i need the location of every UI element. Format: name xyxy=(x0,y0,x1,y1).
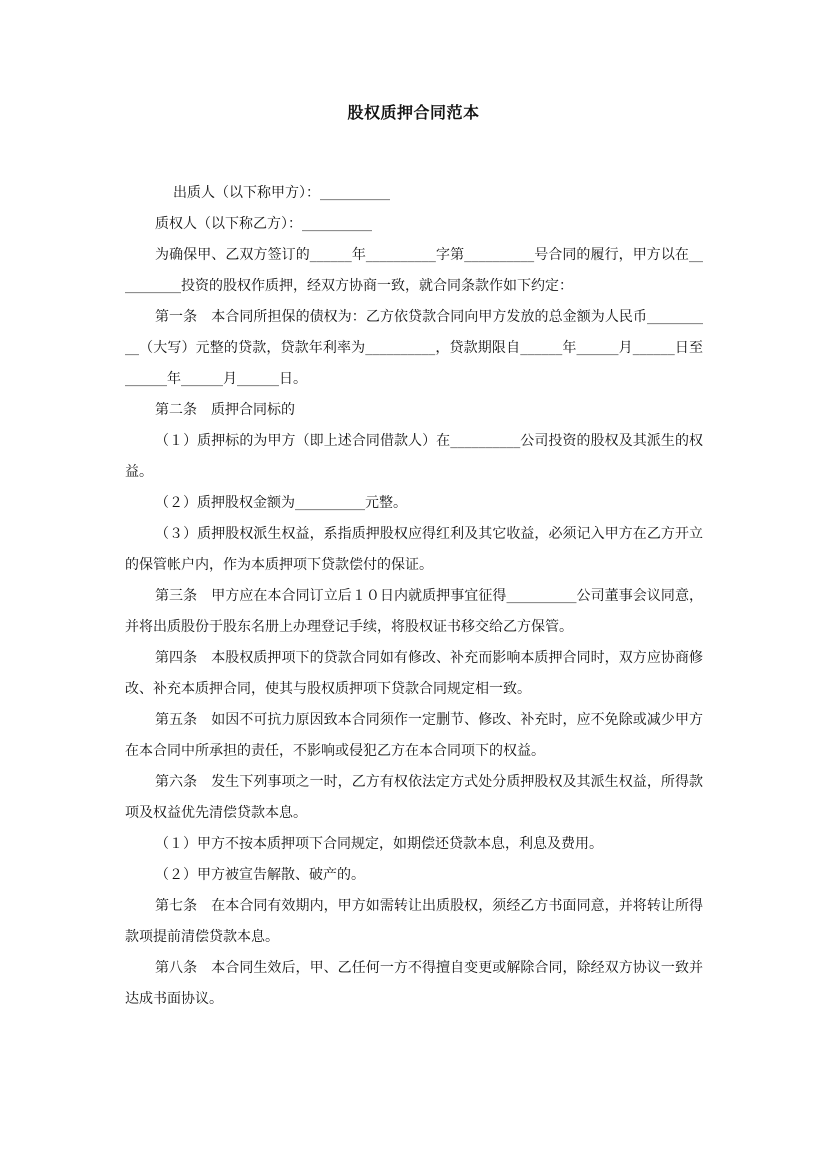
pledgor-line: 出质人（以下称甲方）：__________ xyxy=(173,185,390,201)
article-4: 第四条 本股权质押项下的贷款合同如有修改、补充而影响本质押合同时，双方应协商修改、补充本质押合同，使其与股权质押项下贷款合同规定相一致。 xyxy=(125,650,703,697)
article-2-item-3: （３）质押股权派生权益，系指质押股权应得红利及其它收益，必须记入甲方在乙方开立的保管帐户内，作为本质押项下贷款偿付的保证。 xyxy=(125,526,703,573)
article-2-item-1: （１）质押标的为甲方（即上述合同借款人）在__________公司投资的股权及其派生的权益。 xyxy=(125,433,703,480)
document-title: 股权质押合同范本 xyxy=(347,103,480,122)
article-3: 第三条 甲方应在本合同订立后１０日内就质押事宜征得__________公司董事会议同意，并将出质股份于股东名册上办理登记手续，将股权证书移交给乙方保管。 xyxy=(125,588,703,635)
article-1: 第一条 本合同所担保的债权为：乙方依贷款合同向甲方发放的总金额为人民币__________（大写）元整的贷款，贷款年利率为__________，贷款期限自______年______月______日至______年______月______日。 xyxy=(125,309,703,387)
article-6: 第六条 发生下列事项之一时，乙方有权依法定方式处分质押股权及其派生权益，所得款项及权益优先清偿贷款本息。 xyxy=(125,774,703,821)
document-body xyxy=(125,178,703,1015)
pledgee-line: 质权人（以下称乙方）：__________ xyxy=(155,216,372,232)
preamble-paragraph: 为确保甲、乙双方签订的______年__________字第__________号合同的履行，甲方以在__________投资的股权作质押，经双方协商一致，就合同条款作如下约定： xyxy=(125,247,703,294)
article-6-item-1: （１）甲方不按本质押项下合同规定，如期偿还贷款本息，利息及费用。 xyxy=(155,836,603,852)
article-2-item-2: （２）质押股权金额为__________元整。 xyxy=(155,495,407,511)
article-6-item-2: （２）甲方被宣告解散、破产的。 xyxy=(155,867,365,883)
article-8: 第八条 本合同生效后，甲、乙任何一方不得擅自变更或解除合同，除经双方协议一致并达成书面协议。 xyxy=(125,960,703,1007)
article-7: 第七条 在本合同有效期内，甲方如需转让出质股权，须经乙方书面同意，并将转让所得款项提前清偿贷款本息。 xyxy=(125,898,703,945)
article-2-heading: 第二条 质押合同标的 xyxy=(155,402,295,418)
article-5: 第五条 如因不可抗力原因致本合同须作一定删节、修改、补充时，应不免除或减少甲方在本合同中所承担的责任，不影响或侵犯乙方在本合同项下的权益。 xyxy=(125,712,703,759)
